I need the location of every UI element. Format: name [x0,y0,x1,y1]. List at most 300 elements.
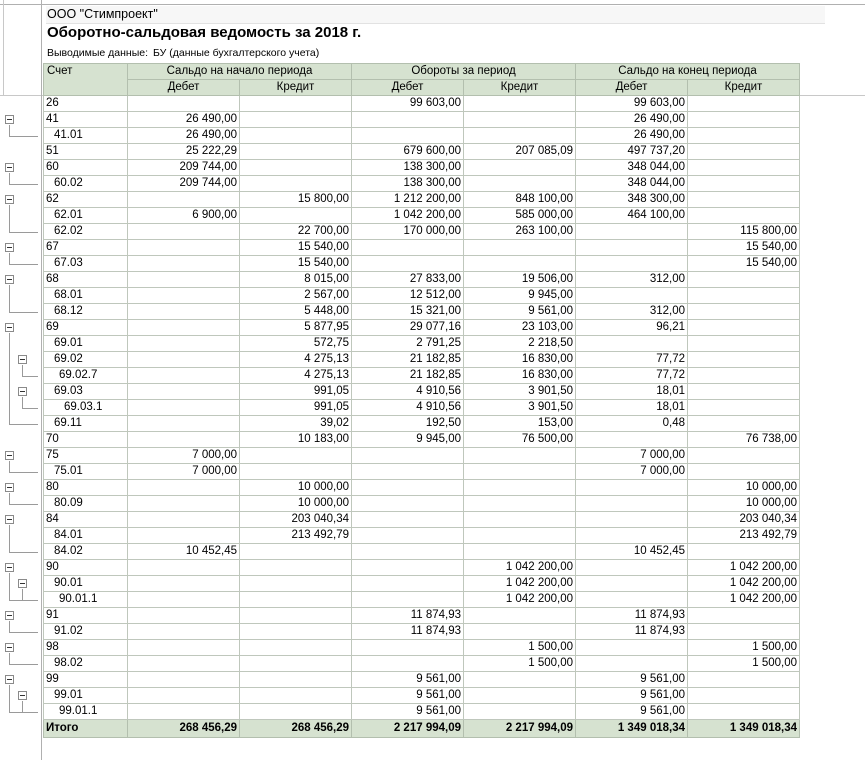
table-row[interactable] [44,512,800,528]
closing-credit-cell: 1 042 200,00 [688,560,800,576]
turnover-debit-cell: 11 874,93 [352,624,464,640]
table-row[interactable] [44,112,800,128]
opening-credit-cell [240,96,352,112]
closing-debit-cell [576,256,688,272]
account-cell[interactable]: 62.02 [44,224,128,240]
turnover-credit-cell: 19 506,00 [464,272,576,288]
account-cell[interactable]: 51 [44,144,128,160]
collapse-toggle-icon[interactable] [5,275,14,284]
account-cell[interactable]: 84 [44,512,128,528]
totals-closing-credit: 1 349 018,34 [688,720,800,738]
turnover-debit-cell [352,448,464,464]
turnover-debit-cell: 9 561,00 [352,688,464,704]
closing-credit-cell: 15 540,00 [688,256,800,272]
table-row[interactable] [44,336,800,352]
opening-debit-cell [128,304,240,320]
turnover-debit-cell [352,464,464,480]
turnover-debit-cell [352,560,464,576]
opening-credit-cell: 8 015,00 [240,272,352,288]
output-info [47,46,319,60]
collapse-toggle-icon[interactable] [18,355,27,364]
closing-debit-cell: 10 452,45 [576,544,688,560]
table-row[interactable] [44,656,800,672]
table-row[interactable] [44,416,800,432]
turnover-credit-cell: 263 100,00 [464,224,576,240]
account-cell[interactable]: 69.11 [44,416,128,432]
table-row[interactable] [44,704,800,720]
turnover-credit-cell [464,480,576,496]
opening-credit-cell: 15 540,00 [240,256,352,272]
collapse-toggle-icon[interactable] [5,483,14,492]
table-row[interactable] [44,160,800,176]
turnover-debit-cell: 1 212 200,00 [352,192,464,208]
table-row[interactable] [44,528,800,544]
opening-debit-cell: 6 900,00 [128,208,240,224]
collapse-toggle-icon[interactable] [18,579,27,588]
account-cell[interactable]: 75.01 [44,464,128,480]
closing-debit-cell [576,480,688,496]
closing-debit-cell [576,224,688,240]
group-tree-line [9,125,10,136]
turnover-credit-cell [464,176,576,192]
opening-debit-cell [128,704,240,720]
col-turnover-credit: Кредит [464,80,576,96]
closing-debit-cell [576,240,688,256]
account-cell[interactable]: 69.03 [44,384,128,400]
closing-debit-cell: 497 737,20 [576,144,688,160]
opening-credit-cell: 15 800,00 [240,192,352,208]
turnover-credit-cell: 3 901,50 [464,400,576,416]
table-row[interactable] [44,192,800,208]
opening-credit-cell: 10 000,00 [240,496,352,512]
closing-debit-cell [576,528,688,544]
closing-debit-cell: 348 044,00 [576,160,688,176]
closing-debit-cell: 96,21 [576,320,688,336]
account-cell[interactable]: 62 [44,192,128,208]
closing-credit-cell [688,352,800,368]
table-row[interactable] [44,592,800,608]
closing-credit-cell [688,672,800,688]
closing-debit-cell: 7 000,00 [576,464,688,480]
opening-debit-cell [128,560,240,576]
col-closing-balance: Сальдо на конец периода [576,64,800,80]
turnover-debit-cell: 192,50 [352,416,464,432]
table-row[interactable] [44,432,800,448]
turnover-credit-cell: 1 500,00 [464,656,576,672]
group-tree-line [22,701,23,712]
table-row[interactable] [44,240,800,256]
group-tree-line [9,493,10,504]
opening-credit-cell [240,448,352,464]
table-row[interactable] [44,464,800,480]
opening-credit-cell [240,608,352,624]
turnover-debit-cell: 27 833,00 [352,272,464,288]
opening-debit-cell [128,512,240,528]
collapse-toggle-icon[interactable] [5,163,14,172]
opening-debit-cell [128,672,240,688]
group-tree-line [9,472,38,473]
account-cell[interactable]: 84.02 [44,544,128,560]
turnover-debit-cell [352,256,464,272]
totals-row [44,720,800,738]
closing-debit-cell: 77,72 [576,352,688,368]
account-cell[interactable]: 62.01 [44,208,128,224]
gutter-edge [3,0,4,95]
closing-credit-cell [688,160,800,176]
account-cell[interactable]: 69 [44,320,128,336]
totals-turnover-debit: 2 217 994,09 [352,720,464,738]
opening-credit-cell [240,704,352,720]
closing-credit-cell [688,448,800,464]
table-row[interactable] [44,288,800,304]
collapse-toggle-icon[interactable] [5,515,14,524]
turnover-credit-cell: 9 561,00 [464,304,576,320]
collapse-toggle-icon[interactable] [5,195,14,204]
collapse-toggle-icon[interactable] [5,563,14,572]
table-row[interactable] [44,688,800,704]
turnover-credit-cell: 585 000,00 [464,208,576,224]
closing-debit-cell: 312,00 [576,304,688,320]
col-account: Счет [44,64,128,96]
table-row[interactable] [44,272,800,288]
turnover-debit-cell: 99 603,00 [352,96,464,112]
turnover-credit-cell [464,688,576,704]
col-opening-balance: Сальдо на начало периода [128,64,352,80]
closing-debit-cell: 9 561,00 [576,688,688,704]
account-cell[interactable]: 60 [44,160,128,176]
output-value: БУ (данные бухгалтерского учета) [153,47,320,59]
closing-debit-cell [576,496,688,512]
table-row[interactable] [44,640,800,656]
closing-debit-cell: 348 044,00 [576,176,688,192]
closing-credit-cell [688,416,800,432]
closing-debit-cell [576,336,688,352]
closing-credit-cell [688,544,800,560]
closing-debit-cell [576,576,688,592]
turnover-credit-cell [464,672,576,688]
turnover-debit-cell [352,512,464,528]
opening-credit-cell [240,128,352,144]
turnover-credit-cell [464,512,576,528]
turnover-debit-cell: 21 182,85 [352,368,464,384]
turnover-debit-cell [352,480,464,496]
closing-debit-cell: 77,72 [576,368,688,384]
collapse-toggle-icon[interactable] [5,611,14,620]
group-tree-line [9,253,10,264]
totals-label: Итого [44,720,128,738]
table-body [44,96,800,720]
closing-credit-cell [688,272,800,288]
turnover-credit-cell: 1 042 200,00 [464,560,576,576]
opening-credit-cell: 5 448,00 [240,304,352,320]
table-row[interactable] [44,384,800,400]
turnover-debit-cell: 170 000,00 [352,224,464,240]
table-row[interactable] [44,560,800,576]
opening-debit-cell [128,288,240,304]
account-cell[interactable]: 68 [44,272,128,288]
group-tree-line [9,184,38,185]
opening-credit-cell [240,592,352,608]
closing-debit-cell [576,432,688,448]
table-row[interactable] [44,176,800,192]
closing-credit-cell [688,704,800,720]
table-row[interactable] [44,128,800,144]
group-tree-line [22,397,23,408]
turnover-credit-cell: 1 042 200,00 [464,592,576,608]
group-tree-line [9,205,10,232]
closing-debit-cell: 26 490,00 [576,128,688,144]
account-cell[interactable]: 69.03.1 [44,400,128,416]
opening-credit-cell: 991,05 [240,384,352,400]
closing-credit-cell [688,128,800,144]
closing-credit-cell [688,112,800,128]
opening-debit-cell [128,656,240,672]
opening-credit-cell: 213 492,79 [240,528,352,544]
turnover-credit-cell [464,496,576,512]
group-tree-line [22,365,23,376]
turnover-credit-cell: 848 100,00 [464,192,576,208]
turnover-credit-cell [464,160,576,176]
col-opening-debit: Дебет [128,80,240,96]
turnover-credit-cell: 16 830,00 [464,352,576,368]
group-tree-line [9,653,10,664]
turnover-debit-cell [352,528,464,544]
opening-credit-cell [240,112,352,128]
turnover-debit-cell: 1 042 200,00 [352,208,464,224]
opening-credit-cell [240,624,352,640]
collapse-toggle-icon[interactable] [5,451,14,460]
collapse-toggle-icon[interactable] [5,243,14,252]
turnover-credit-cell: 9 945,00 [464,288,576,304]
table-row[interactable] [44,368,800,384]
opening-debit-cell [128,336,240,352]
opening-debit-cell [128,640,240,656]
group-tree-line [9,461,10,472]
closing-credit-cell [688,208,800,224]
turnover-debit-cell: 11 874,93 [352,608,464,624]
opening-credit-cell [240,560,352,576]
collapse-toggle-icon[interactable] [5,115,14,124]
closing-credit-cell: 10 000,00 [688,480,800,496]
table-row[interactable] [44,208,800,224]
opening-credit-cell [240,176,352,192]
closing-credit-cell: 76 738,00 [688,432,800,448]
collapse-toggle-icon[interactable] [18,691,27,700]
opening-debit-cell [128,624,240,640]
turnover-credit-cell: 23 103,00 [464,320,576,336]
table-row[interactable] [44,320,800,336]
table-row[interactable] [44,496,800,512]
closing-debit-cell: 9 561,00 [576,704,688,720]
opening-debit-cell [128,496,240,512]
opening-debit-cell [128,224,240,240]
account-cell[interactable]: 75 [44,448,128,464]
table-row[interactable] [44,624,800,640]
group-tree-line [22,376,38,377]
turnover-credit-cell [464,608,576,624]
group-tree-line [9,136,38,137]
account-cell[interactable]: 68.01 [44,288,128,304]
group-tree-line [22,600,38,601]
closing-credit-cell: 213 492,79 [688,528,800,544]
turnover-credit-cell: 1 500,00 [464,640,576,656]
table-row[interactable] [44,400,800,416]
table-row[interactable] [44,352,800,368]
turnover-credit-cell [464,112,576,128]
account-cell[interactable]: 26 [44,96,128,112]
table-row[interactable] [44,256,800,272]
group-tree-line [9,552,38,553]
account-cell[interactable]: 69.01 [44,336,128,352]
account-cell[interactable]: 91.02 [44,624,128,640]
group-tree-line [22,408,38,409]
account-cell[interactable]: 99.01.1 [44,704,128,720]
account-cell[interactable]: 98 [44,640,128,656]
account-cell[interactable]: 41.01 [44,128,128,144]
opening-debit-cell: 7 000,00 [128,448,240,464]
closing-credit-cell: 10 000,00 [688,496,800,512]
company-name: ООО "Стимпроект" [46,6,825,24]
table-row[interactable] [44,224,800,240]
opening-debit-cell [128,96,240,112]
totals-closing-debit: 1 349 018,34 [576,720,688,738]
group-tree-line [9,232,38,233]
account-cell[interactable]: 98.02 [44,656,128,672]
account-cell[interactable]: 91 [44,608,128,624]
table-row[interactable] [44,448,800,464]
turnover-balance-table [43,63,800,738]
group-tree-line [9,285,10,312]
turnover-credit-cell [464,704,576,720]
closing-credit-cell: 115 800,00 [688,224,800,240]
account-cell[interactable]: 70 [44,432,128,448]
opening-debit-cell [128,688,240,704]
account-cell[interactable]: 90.01 [44,576,128,592]
group-tree-line [9,525,10,552]
opening-debit-cell: 209 744,00 [128,160,240,176]
closing-debit-cell: 9 561,00 [576,672,688,688]
closing-credit-cell: 15 540,00 [688,240,800,256]
opening-credit-cell: 10 183,00 [240,432,352,448]
opening-credit-cell [240,464,352,480]
turnover-credit-cell [464,528,576,544]
account-cell[interactable]: 80 [44,480,128,496]
table-row[interactable] [44,480,800,496]
opening-debit-cell: 25 222,29 [128,144,240,160]
turnover-debit-cell [352,576,464,592]
opening-credit-cell [240,672,352,688]
group-tree-line [22,712,38,713]
table-row[interactable] [44,576,800,592]
group-tree-line [9,621,10,632]
turnover-debit-cell: 12 512,00 [352,288,464,304]
opening-credit-cell: 4 275,13 [240,352,352,368]
closing-credit-cell [688,176,800,192]
opening-credit-cell: 4 275,13 [240,368,352,384]
turnover-credit-cell [464,624,576,640]
closing-credit-cell: 1 042 200,00 [688,576,800,592]
table-row[interactable] [44,144,800,160]
closing-debit-cell: 348 300,00 [576,192,688,208]
collapse-toggle-icon[interactable] [18,387,27,396]
collapse-toggle-icon[interactable] [5,323,14,332]
account-cell[interactable]: 99.01 [44,688,128,704]
turnover-credit-cell: 3 901,50 [464,384,576,400]
group-tree-line [9,173,10,184]
closing-debit-cell [576,592,688,608]
opening-debit-cell: 26 490,00 [128,128,240,144]
account-cell[interactable]: 69.02 [44,352,128,368]
totals-opening-debit: 268 456,29 [128,720,240,738]
group-tree-line [9,333,10,424]
account-cell[interactable]: 60.02 [44,176,128,192]
table-row[interactable] [44,544,800,560]
closing-debit-cell: 26 490,00 [576,112,688,128]
closing-debit-cell [576,512,688,528]
turnover-debit-cell [352,544,464,560]
report-title: Оборотно-сальдовая ведомость за 2018 г. [47,24,362,41]
opening-credit-cell [240,160,352,176]
turnover-credit-cell: 76 500,00 [464,432,576,448]
closing-debit-cell: 18,01 [576,384,688,400]
closing-credit-cell [688,304,800,320]
closing-debit-cell: 99 603,00 [576,96,688,112]
opening-credit-cell: 10 000,00 [240,480,352,496]
closing-debit-cell: 0,48 [576,416,688,432]
opening-debit-cell [128,576,240,592]
account-cell[interactable]: 67.03 [44,256,128,272]
turnover-debit-cell [352,128,464,144]
closing-credit-cell [688,192,800,208]
account-cell[interactable]: 84.01 [44,528,128,544]
table-row[interactable] [44,608,800,624]
account-cell[interactable]: 90 [44,560,128,576]
account-cell[interactable]: 67 [44,240,128,256]
opening-debit-cell [128,400,240,416]
turnover-debit-cell [352,640,464,656]
closing-credit-cell [688,608,800,624]
turnover-debit-cell: 21 182,85 [352,352,464,368]
col-closing-debit: Дебет [576,80,688,96]
account-cell[interactable]: 41 [44,112,128,128]
closing-credit-cell [688,336,800,352]
account-cell[interactable]: 68.12 [44,304,128,320]
closing-debit-cell: 7 000,00 [576,448,688,464]
group-tree-line [9,264,38,265]
opening-debit-cell [128,272,240,288]
closing-debit-cell: 11 874,93 [576,624,688,640]
account-cell[interactable]: 90.01.1 [44,592,128,608]
turnover-debit-cell: 138 300,00 [352,176,464,192]
account-cell[interactable]: 99 [44,672,128,688]
col-opening-credit: Кредит [240,80,352,96]
collapse-toggle-icon[interactable] [5,675,14,684]
account-cell[interactable]: 80.09 [44,496,128,512]
turnover-debit-cell: 4 910,56 [352,384,464,400]
group-tree-line [9,664,38,665]
account-cell[interactable]: 69.02.7 [44,368,128,384]
table-row[interactable] [44,304,800,320]
collapse-toggle-icon[interactable] [5,643,14,652]
table-row[interactable] [44,672,800,688]
top-divider [0,4,865,5]
closing-debit-cell: 18,01 [576,400,688,416]
table-row[interactable] [44,96,800,112]
turnover-debit-cell: 4 910,56 [352,400,464,416]
opening-debit-cell: 209 744,00 [128,176,240,192]
turnover-credit-cell: 16 830,00 [464,368,576,384]
opening-debit-cell [128,352,240,368]
